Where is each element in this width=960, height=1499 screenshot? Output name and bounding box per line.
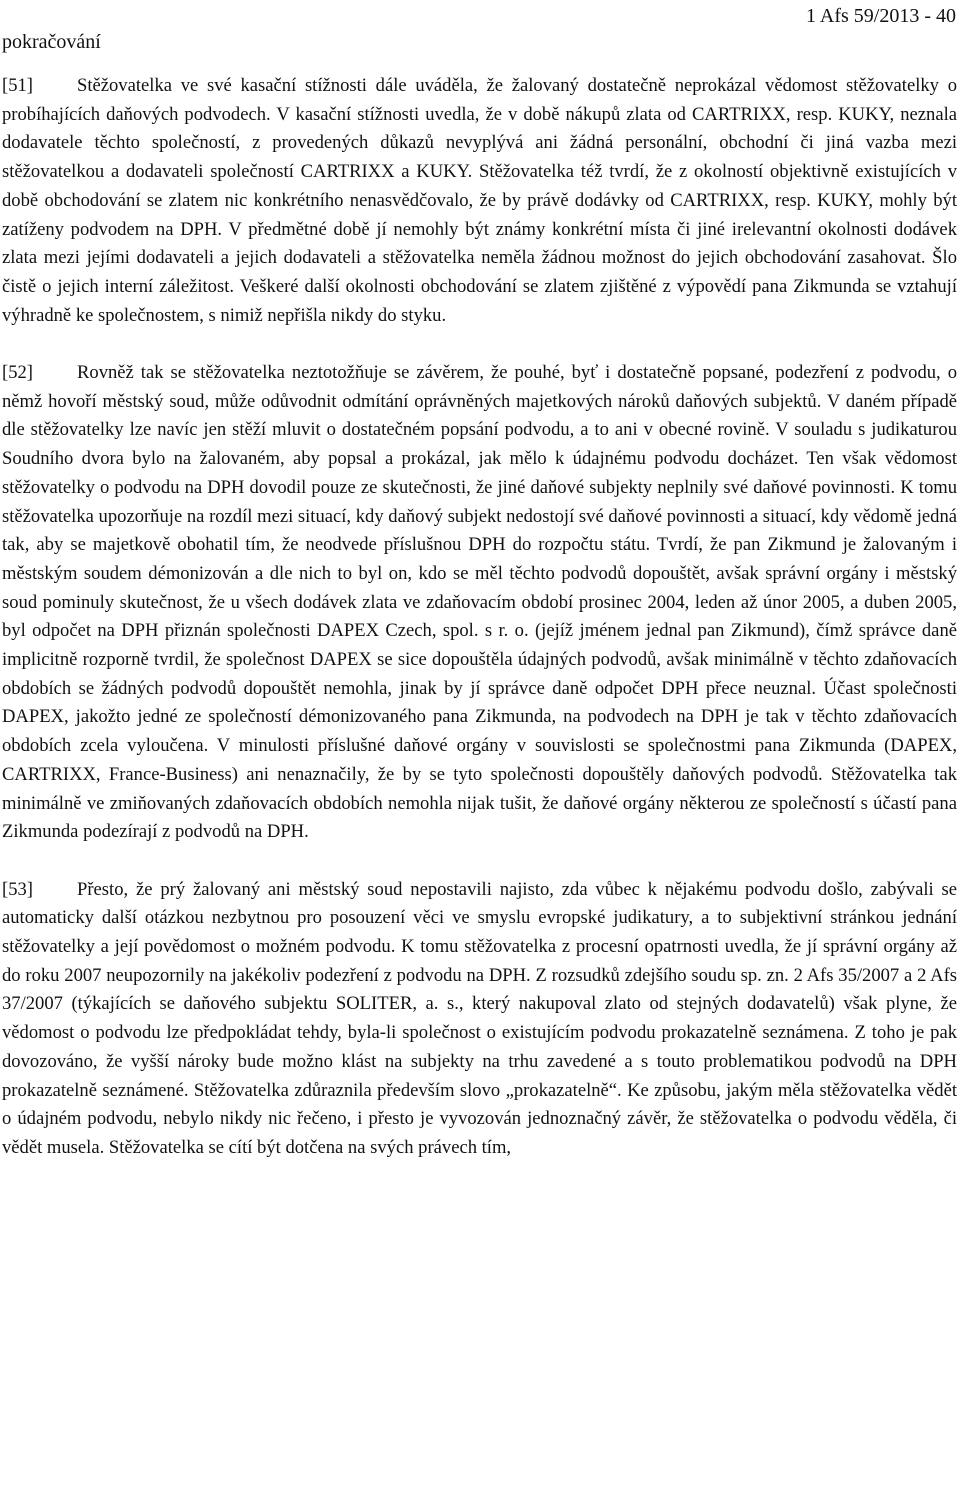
paragraph-53 [2, 876, 957, 1163]
paragraph-number: [51] [2, 75, 33, 96]
header-continuation-label: pokračování [2, 31, 101, 53]
paragraph-number: [53] [2, 878, 33, 900]
paragraph-text: Přesto, že prý žalovaný ani městský soud nepostavili najisto, zda vůbec k nějakému podvodu došlo, zabývali se automaticky další otázkou nezbytnou pro posouzení věci ve smyslu evropské judikatury, a to subjektivní stránkou jednání stěžovatelky a její povědomost o možném podvodu. K tomu stěžovatelka z procesní opatrnosti uvedla, že jí správní orgány až do roku 2007 neupozornily na jakékoliv podezření z podvodu na DPH. Z rozsudků zdejšího soudu sp. zn. 2 Afs 35/2007 a 2 Afs 37/2007 (týkajících se daňového subjektu SOLITER, a. s., který nakupoval zlato od stejných dodavatelů) však plyne, že vědomost o podvodu lze předpokládat tehdy, byla-li společnost o existujícím podvodu prokazatelně seznámena. Z toho je pak dovozováno, že vyšší nároky bude možno klást na subjekty na trhu zavedené a s touto problematikou podvodů na DPH prokazatelně seznámené. Stěžovatelka zdůraznila především slovo „prokazatelně“. Ke způsobu, jakým měla stěžovatelka vědět o údajném podvodu, nebylo nikdy nic řečeno, i přesto je vyvozován jednoznačný závěr, že stěžovatelka o podvodu věděla, či vědět musela. Stěžovatelka se cítí být dotčena na svých právech tím, [2, 878, 957, 1158]
paragraph-51 [2, 72, 957, 330]
paragraph-text: Rovněž tak se stěžovatelka neztotožňuje se závěrem, že pouhé, byť i dostatečně popsané, podezření z podvodu, o němž hovoří městský soud, může odůvodnit odmítání oprávněných majetkových nároků daňových subjektů. V daném případě dle stěžovatelky lze navíc jen stěží mluvit o dostatečném popsání podvodu, a to ani v obecné rovině. V souladu s judikaturou Soudního dvora bylo na žalovaném, aby popsal a prokázal, jak mělo k údajnému podvodu docházet. Ten však vědomost stěžovatelky o podvodu na DPH dovodil pouze ze skutečnosti, že jiné daňové subjekty neplnily své daňové povinnosti. K tomu stěžovatelka upozorňuje na rozdíl mezi situací, kdy daňový subjekt nedostojí své daňové povinnosti a situací, kdy vědomě jedná tak, aby se majetkově obohatil tím, že neodvede příslušnou DPH do rozpočtu státu. Tvrdí, že pan Zikmund je žalovaným i městským soudem démonizován a dle nich to byl on, kdo se měl těchto podvodů dopouštět, avšak správní orgány i městský soud pominuly skutečnost, že u všech dodávek zlata ve zdaňovacím období prosinec 2004, leden až únor 2005, a duben 2005, byl odpočet na DPH přiznán společnosti DAPEX Czech, spol. s r. o. (jejíž jménem jednal pan Zikmund), čímž správce daně implicitně rozporně tvrdil, že společnost DAPEX se sice dopouštěla údajných podvodů, avšak minimálně v těchto zdaňovacích obdobích se žádných podvodů dopouštět nemohla, jinak by jí správce daně odpočet DPH přece neuznal. Účast společnosti DAPEX, jakožto jedné ze společností démonizovaného pana Zikmunda, na podvodech na DPH je tak v těchto zdaňovacích obdobích zcela vyloučena. V minulosti příslušné daňové orgány v souvislosti se společnostmi pana Zikmunda (DAPEX, CARTRIXX, France-Business) ani nenaznačily, že by se tyto společnosti dopouštěly daňových podvodů. Stěžovatelka tak minimálně ve zmiňovaných zdaňovacích obdobích nemohla nijak tušit, že daňové orgány některou ze společností s účastí pana Zikmunda podezírají z podvodů na DPH. [2, 362, 957, 843]
header-case-number: 1 Afs 59/2013 - 40 [806, 5, 956, 27]
document-body [2, 72, 957, 1191]
page-header [0, 0, 960, 60]
paragraph-52 [2, 359, 957, 847]
paragraph-text: Stěžovatelka ve své kasační stížnosti dále uváděla, že žalovaný dostatečně neprokázal vědomost stěžovatelky o probíhajících daňových podvodech. V kasační stížnosti uvedla, že v době nákupů zlata od CARTRIXX, resp. KUKY, neznala dodavatele těchto společností, z provedených důkazů nevyplývá ani žádná personální, obchodní či jiná vazba mezi stěžovatelkou a dodavateli společností CARTRIXX a KUKY. Stěžovatelka též tvrdí, že z okolností objektivně existujících v době obchodování se zlatem nic konkrétního nenasvědčovalo, že by právě dodávky od CARTRIXX, resp. KUKY, mohly být zatíženy podvodem na DPH. V předmětné době jí nemohly být známy konkrétní místa či jiné irelevantní okolnosti dodávek zlata mezi jejími dodavateli a jejich dodavateli a stěžovatelka neměla žádnou možnost do jejich obchodování zasahovat. Šlo čistě o jejich interní záležitost. Veškeré další okolnosti obchodování se zlatem zjištěné z výpovědí pana Zikmunda se vztahují výhradně ke společnostem, s nimiž nepřišla nikdy do styku. [2, 75, 957, 326]
paragraph-number: [52] [2, 362, 33, 384]
